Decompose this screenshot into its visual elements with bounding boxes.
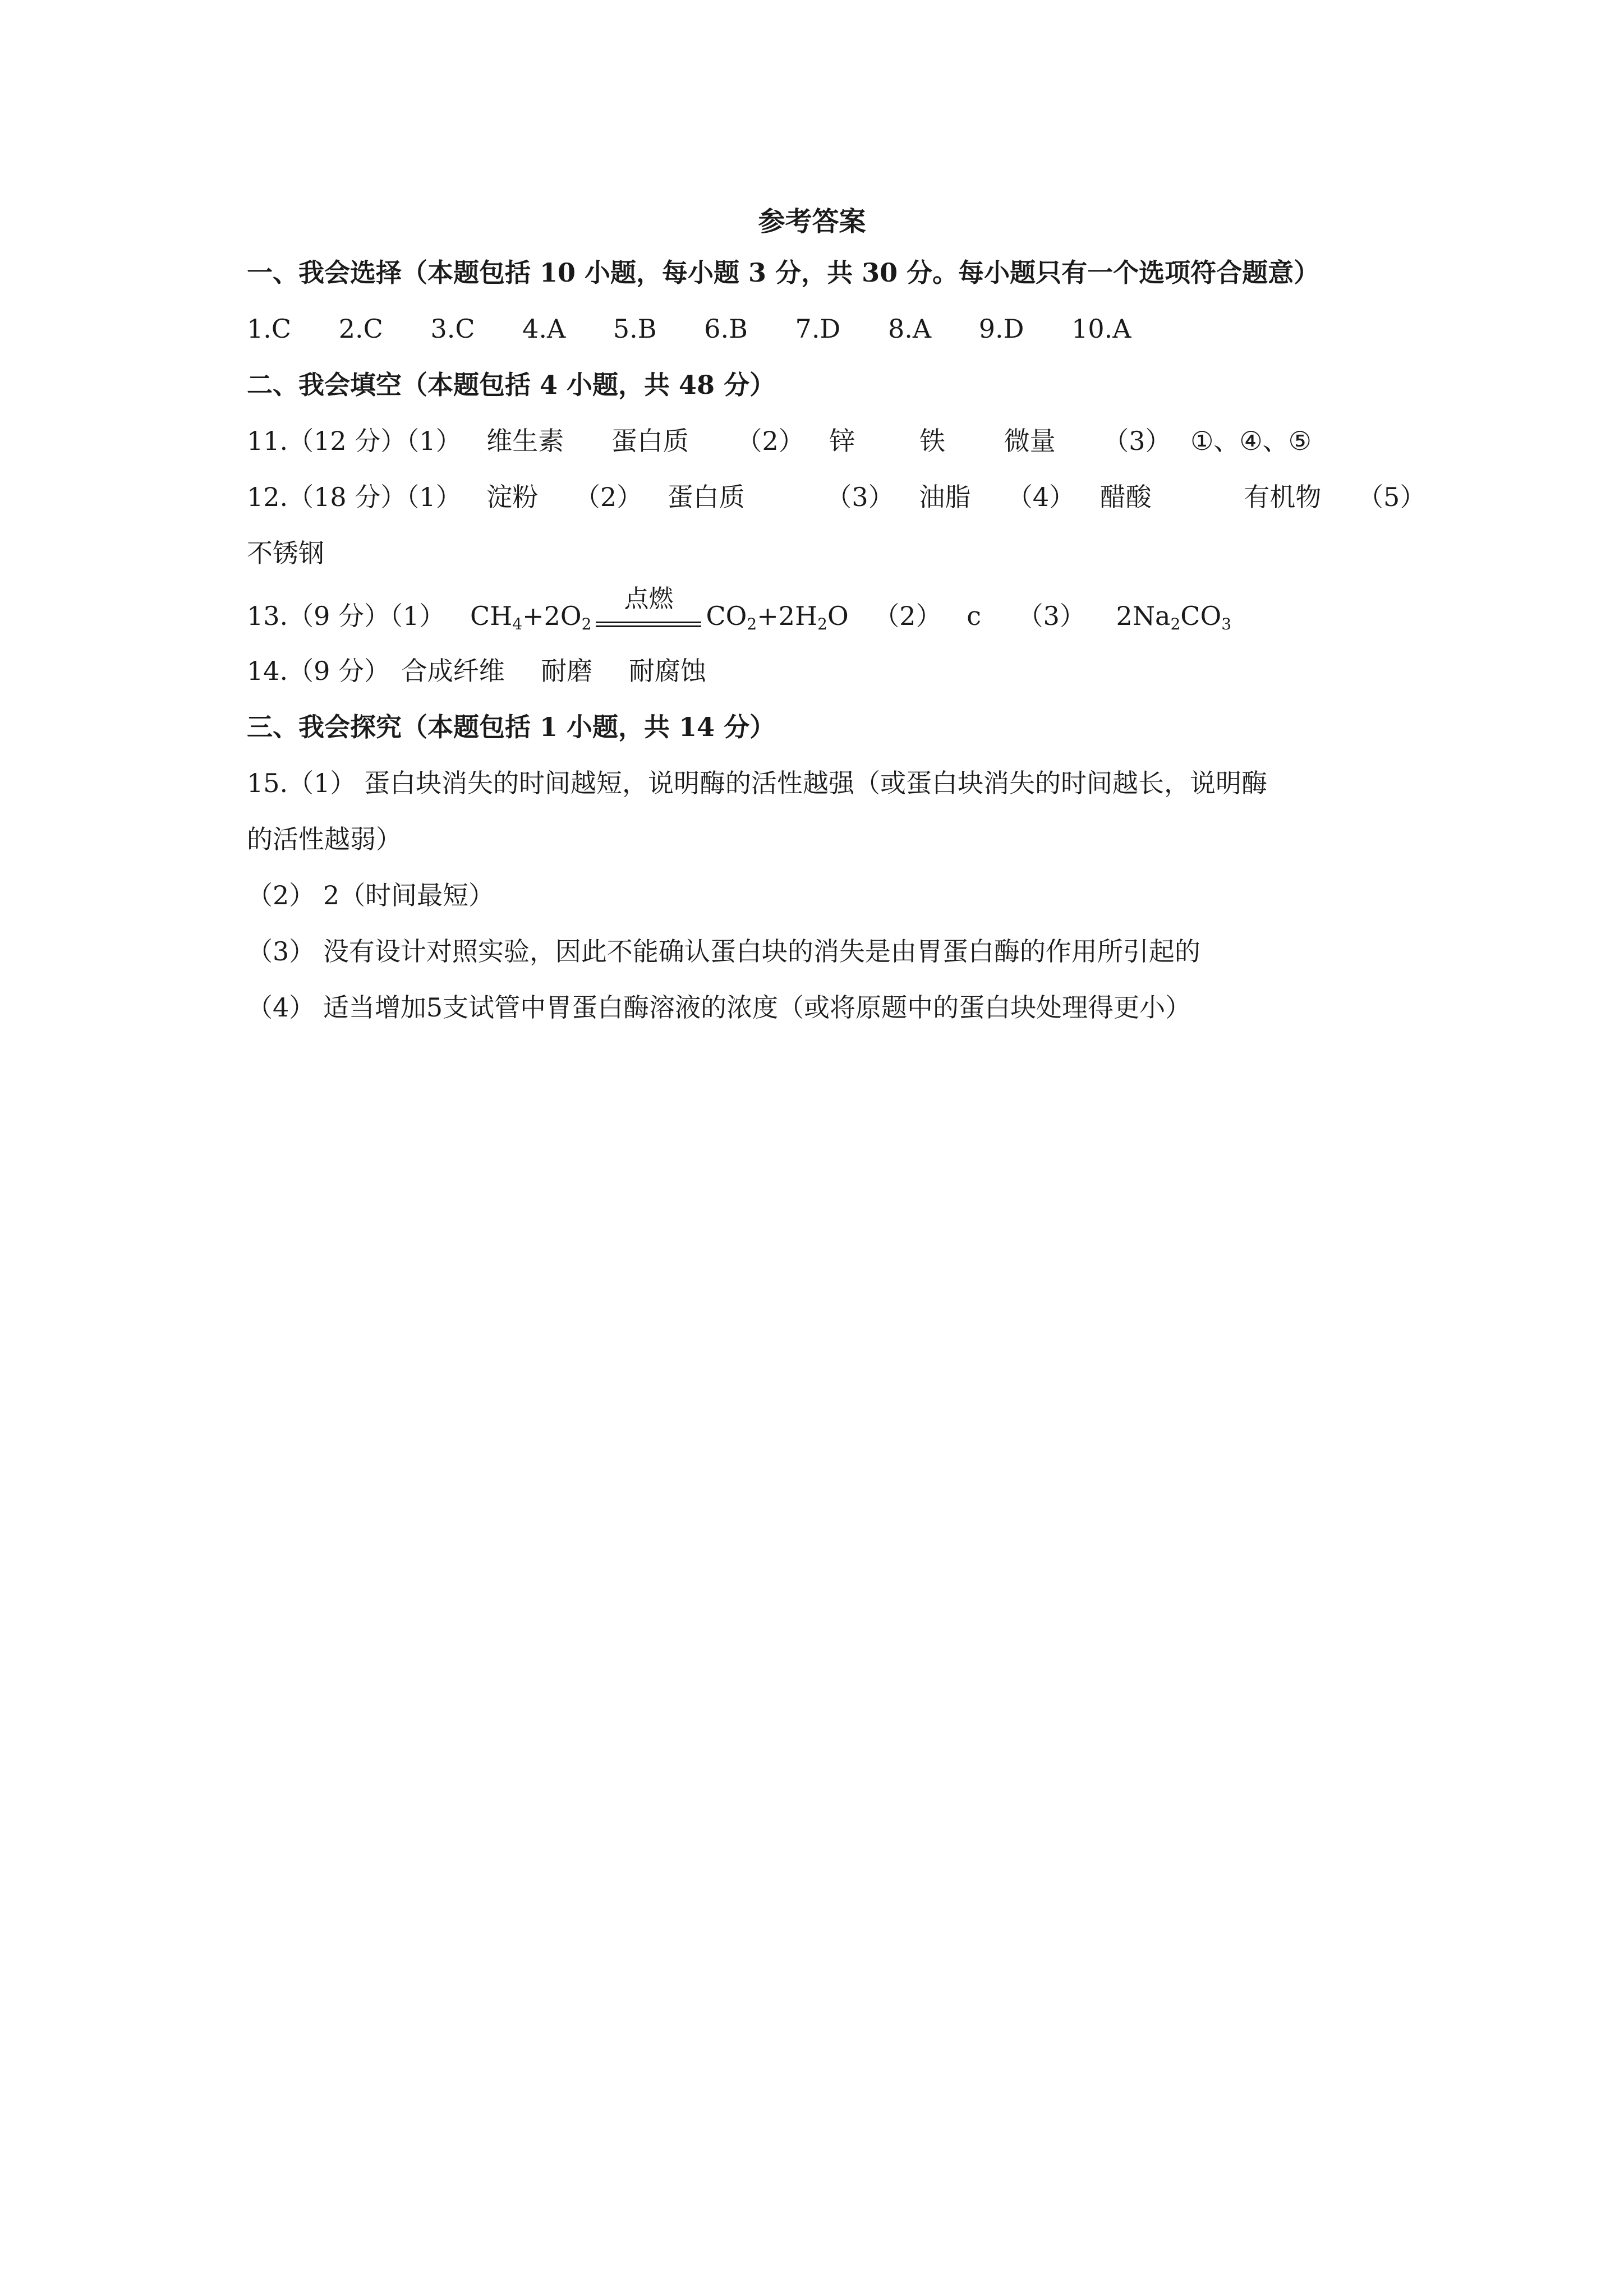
- answer-6: 6.B: [704, 314, 748, 344]
- q12-part: 12.（18 分）（1）: [247, 482, 462, 512]
- q12-part: 有机物: [1244, 482, 1322, 512]
- q14-item: 耐腐蚀: [628, 656, 706, 686]
- answer-3: 3.C: [430, 314, 475, 344]
- q14-item: 耐磨: [541, 656, 593, 686]
- q11-item: 铁: [919, 426, 945, 456]
- q15-line2: 的活性越弱）: [247, 824, 402, 854]
- section1-answers: [247, 312, 1131, 346]
- answer-7: 7.D: [795, 314, 841, 344]
- answer-4: 4.A: [522, 314, 566, 344]
- section2-heading: 二、我会填空（本题包括 4 小题，共 48 分）: [247, 370, 776, 400]
- answer-5: 5.B: [613, 314, 657, 344]
- section3-heading: 三、我会探究（本题包括 1 小题，共 14 分）: [247, 712, 776, 742]
- q13-part3-answer: $2Na_2CO_3$: [1116, 601, 1232, 633]
- q12-part: （4）: [1006, 482, 1075, 512]
- answer-2: 2.C: [338, 314, 383, 344]
- q13-line: [247, 585, 1232, 633]
- answer-1: 1.C: [247, 314, 292, 344]
- answer-10: 10.A: [1071, 314, 1131, 344]
- q15-part2: （2） 2（时间最短）: [247, 880, 495, 910]
- q15-part3: （3） 没有设计对照实验，因此不能确认蛋白块的消失是由胃蛋白酶的作用所引起的: [247, 936, 1200, 967]
- q15-line1: 15.（1） 蛋白块消失的时间越短，说明酶的活性越强（或蛋白块消失的时间越长，说明酶: [247, 768, 1268, 798]
- q13-reactants: $CH_4+2O_2$: [470, 601, 592, 633]
- q14-prefix: 14.（9 分）: [247, 656, 390, 686]
- q13-part2-answer: c: [967, 601, 981, 631]
- q13-part3-label: （3）: [1017, 601, 1085, 631]
- answer-8: 8.A: [887, 314, 932, 344]
- section1-heading: 一、我会选择（本题包括 10 小题，每小题 3 分，共 30 分。每小题只有一个选项符合题意）: [247, 257, 1320, 288]
- q11-item: ①、④、⑤: [1190, 426, 1312, 456]
- q11-item: 蛋白质: [611, 426, 689, 456]
- q11-item: 锌: [829, 426, 855, 456]
- q12-part: （3）: [826, 482, 894, 512]
- reaction-condition: 点燃: [592, 599, 705, 633]
- q11-item: （3）: [1103, 426, 1171, 456]
- q11-item: 维生素: [486, 426, 564, 456]
- q12-part: 淀粉: [486, 482, 539, 512]
- q12-part: （5）: [1358, 482, 1426, 512]
- page-title: 参考答案: [758, 206, 866, 237]
- q15-part4: （4） 适当增加5支试管中胃蛋白酶溶液的浓度（或将原题中的蛋白块处理得更小）: [247, 992, 1191, 1023]
- answer-9: 9.D: [978, 314, 1024, 344]
- q14-line: [247, 654, 706, 688]
- q13-prefix: 13.（9 分）（1）: [247, 601, 445, 631]
- q13-products: $CO_2+2H_2O$: [706, 601, 849, 633]
- q12-line1: [247, 480, 1425, 514]
- q11-prefix: 11.（12 分）（1）: [247, 426, 462, 456]
- q11-item: （2）: [736, 426, 804, 456]
- q11-item: 微量: [1004, 426, 1056, 456]
- q11-line: [247, 424, 1312, 458]
- q12-part: 醋酸: [1099, 482, 1152, 512]
- q12-part: 油脂: [919, 482, 971, 512]
- q14-item: 合成纤维: [401, 656, 505, 686]
- q12-line2: 不锈钢: [247, 538, 324, 568]
- q12-part: 蛋白质: [667, 482, 745, 512]
- q13-part2-label: （2）: [873, 601, 942, 631]
- q12-part: （2）: [574, 482, 643, 512]
